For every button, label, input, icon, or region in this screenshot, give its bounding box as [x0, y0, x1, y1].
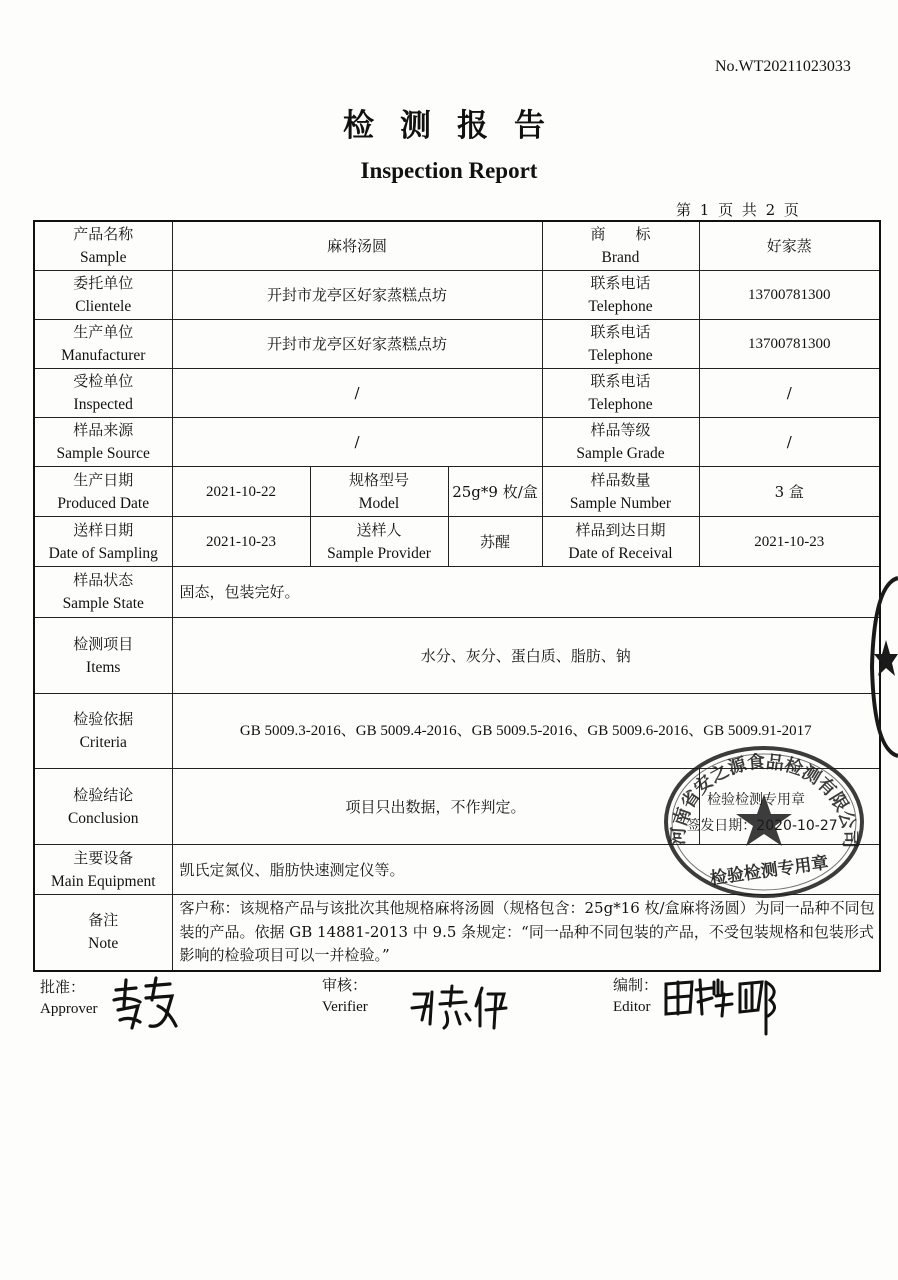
- label-sample-number: 样品数量 Sample Number: [542, 467, 699, 517]
- label-note: 备注 Note: [34, 895, 172, 971]
- label-criteria: 检验依据 Criteria: [34, 694, 172, 769]
- label-sample-state: 样品状态 Sample State: [34, 567, 172, 618]
- value-sample-source: /: [172, 418, 542, 467]
- approver-label-cn: 批准：: [40, 978, 86, 996]
- label-inspected-phone: 联系电话 Telephone: [542, 369, 699, 418]
- verifier-label-cn: 审核：: [322, 976, 368, 994]
- value-brand: 好家蒸: [699, 221, 880, 271]
- verifier-label-en: Verifier: [322, 999, 368, 1015]
- approver-block: [40, 976, 97, 1020]
- row-clientele: [34, 271, 880, 320]
- report-title-cn: 检测报告: [343, 108, 571, 144]
- seal-ring-text: 河南省安之源食品检测有限公司: [667, 751, 861, 849]
- value-model: 25g*9 枚/盒: [448, 467, 542, 517]
- editor-block: [613, 974, 658, 1018]
- report-title-en: Inspection Report: [360, 158, 538, 183]
- seal-bottom-text: 检验检测专用章: [708, 852, 830, 890]
- value-sample-state: 固态，包装完好。: [172, 567, 880, 618]
- row-manufacturer: [34, 320, 880, 369]
- value-date-of-receival: 2021-10-23: [699, 517, 880, 567]
- value-manufacturer: 开封市龙亭区好家蒸糕点坊: [172, 320, 542, 369]
- row-sample: [34, 221, 880, 271]
- label-main-equipment: 主要设备 Main Equipment: [34, 845, 172, 895]
- row-sample-source: [34, 418, 880, 467]
- label-manufacturer: 生产单位 Manufacturer: [34, 320, 172, 369]
- label-sample-grade: 样品等级 Sample Grade: [542, 418, 699, 467]
- value-main-equipment: 凯氏定氮仪、脂肪快速测定仪等。: [172, 845, 880, 895]
- value-sample-grade: /: [699, 418, 880, 467]
- value-sample-number: 3 盒: [699, 467, 880, 517]
- row-note: [34, 895, 880, 971]
- label-manufacturer-phone: 联系电话 Telephone: [542, 320, 699, 369]
- editor-label-en: Editor: [613, 999, 651, 1015]
- row-produced-date: [34, 467, 880, 517]
- label-sample: 产品名称 Sample: [34, 221, 172, 271]
- row-inspected: [34, 369, 880, 418]
- value-manufacturer-phone: 13700781300: [699, 320, 880, 369]
- inspection-seal-stamp: [658, 738, 870, 898]
- value-items: 水分、灰分、蛋白质、脂肪、钠: [172, 618, 880, 694]
- value-note: 客户称：该规格产品与该批次其他规格麻将汤圆（规格包含：25g*16 枚/盒麻将汤圆）为同一品种不同包装的产品。依据 GB 14881-2013 中 9.5 条规定：“同一品种不同包装的产品，不受包装规格和包装形式影响的检验项目可以一并检验。”: [172, 895, 880, 971]
- value-inspected: /: [172, 369, 542, 418]
- value-sample-provider: 苏醒: [448, 517, 542, 567]
- verifier-signature: [408, 984, 510, 1034]
- label-clientele: 委托单位 Clientele: [34, 271, 172, 320]
- value-clientele: 开封市龙亭区好家蒸糕点坊: [172, 271, 542, 320]
- approver-signature: [110, 976, 182, 1034]
- value-conclusion: 项目只出数据，不作判定。: [172, 769, 699, 845]
- value-criteria: GB 5009.3-2016、GB 5009.4-2016、GB 5009.5-2016、GB 5009.6-2016、GB 5009.91-2017: [172, 694, 880, 769]
- seam-stamp-fragment: [868, 572, 898, 762]
- editor-signature: [662, 976, 782, 1036]
- label-date-of-sampling: 送样日期 Date of Sampling: [34, 517, 172, 567]
- label-conclusion: 检验结论 Conclusion: [34, 769, 172, 845]
- page-indicator: 第 1 页 共 2 页: [676, 201, 799, 219]
- label-model: 规格型号 Model: [310, 467, 448, 517]
- seal-center-line1: 检验检测专用章: [707, 792, 805, 808]
- label-sample-source: 样品来源 Sample Source: [34, 418, 172, 467]
- label-date-of-receival: 样品到达日期 Date of Receival: [542, 517, 699, 567]
- approver-label-en: Approver: [40, 1001, 98, 1017]
- editor-label-cn: 编制：: [613, 976, 659, 994]
- label-sample-provider: 送样人 Sample Provider: [310, 517, 448, 567]
- label-produced-date: 生产日期 Produced Date: [34, 467, 172, 517]
- value-produced-date: 2021-10-22: [172, 467, 310, 517]
- row-items: [34, 618, 880, 694]
- value-inspected-phone: /: [699, 369, 880, 418]
- label-inspected: 受检单位 Inspected: [34, 369, 172, 418]
- value-clientele-phone: 13700781300: [699, 271, 880, 320]
- label-clientele-phone: 联系电话 Telephone: [542, 271, 699, 320]
- value-date-of-sampling: 2021-10-23: [172, 517, 310, 567]
- seal-center-line2: 签发日期：2020-10-27: [686, 818, 838, 834]
- label-brand: 商 标 Brand: [542, 221, 699, 271]
- label-items: 检测项目 Items: [34, 618, 172, 694]
- row-sampling: [34, 517, 880, 567]
- row-sample-state: [34, 567, 880, 618]
- report-number: No.WT20211023033: [715, 58, 851, 75]
- value-sample: 麻将汤圆: [172, 221, 542, 271]
- verifier-block: [322, 974, 368, 1018]
